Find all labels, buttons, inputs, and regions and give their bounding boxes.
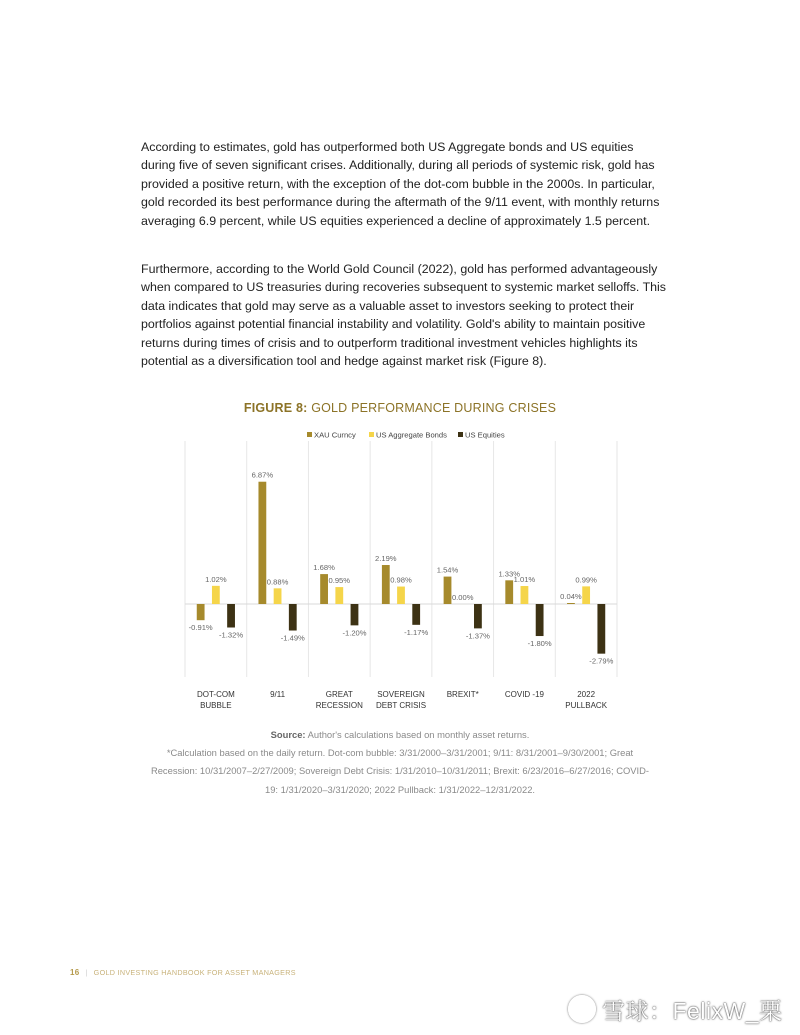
data-label-1-0: 6.87% <box>251 470 274 480</box>
data-label-3-0: 2.19% <box>375 554 397 564</box>
category-label-line: SOVEREIGN <box>377 690 425 699</box>
legend-label-2: US Equities <box>465 430 505 440</box>
bar-1-1 <box>274 588 282 604</box>
bar-1-0 <box>258 482 266 604</box>
source-label: Source: <box>270 729 306 740</box>
legend-swatch-0 <box>307 432 312 437</box>
body-paragraph-1: According to estimates, gold has outperformed both US Aggregate bonds and US equities during five of seven significant crises. Additionally, during all periods of systemic risk, gold has provided a positive return, with the exception of the dot-com bubble in the 2000s. In particular, gold recorded its best performance during the aftermath of the 9/11 event, with monthly returns averaging 6.9 percent, while US equities experienced a decline of approximately 1.5 percent. <box>141 140 660 228</box>
bar-4-0 <box>444 577 452 604</box>
bar-5-2 <box>536 604 544 636</box>
data-label-4-2: -1.37% <box>465 631 490 641</box>
category-label-5 <box>505 690 545 699</box>
page-number: 16 <box>70 968 80 977</box>
category-label-line: 2022 <box>577 690 596 699</box>
bar-2-0 <box>320 574 328 604</box>
category-label-0 <box>197 690 235 710</box>
category-label-line: PULLBACK <box>565 701 608 710</box>
category-label-line: COVID -19 <box>504 690 544 699</box>
data-label-0-0: -0.91% <box>188 623 213 633</box>
data-label-5-1: 1.01% <box>513 575 536 585</box>
data-label-1-1: 0.88% <box>266 577 289 587</box>
legend-label-1: US Aggregate Bonds <box>376 430 447 440</box>
page-footer <box>70 968 296 977</box>
data-label-4-1: 0.00% <box>451 593 474 602</box>
category-label-line: DOT-COM <box>196 690 235 699</box>
source-line <box>150 726 650 744</box>
bar-5-0 <box>505 580 513 604</box>
bar-0-2 <box>227 604 235 627</box>
footnote: *Calculation based on the daily return. Dot-com bubble: 3/31/2000–3/31/2001; 9/11: 8/31/2001–9/30/2001; Great Recession: 10/31/2007–2/27/2009; Sovereign Debt Crisis: 1/31/2010–10/31/2011; Brexit: 6/23/2016–6/27/2016; COVID-19: 1/31/2020–3/31/2020; 2022 Pullback: 1/31/2022–12/31/2022. <box>150 747 650 795</box>
category-label-4 <box>447 690 479 699</box>
bar-6-2 <box>597 604 605 654</box>
bar-3-2 <box>412 604 420 625</box>
bar-0-1 <box>212 586 220 604</box>
category-label-line: RECESSION <box>315 701 363 710</box>
data-label-6-1: 0.99% <box>575 575 597 585</box>
data-label-2-1: 0.95% <box>328 576 351 586</box>
source-text: Author's calculations based on monthly asset returns. <box>307 729 530 740</box>
running-title: GOLD INVESTING HANDBOOK FOR ASSET MANAGERS <box>93 968 296 977</box>
category-label-line: BREXIT* <box>446 690 479 699</box>
data-label-0-1: 1.02% <box>205 574 227 584</box>
data-label-6-0: 0.04% <box>560 592 582 601</box>
category-label-3 <box>376 690 426 710</box>
figure-label: FIGURE 8: <box>243 401 308 415</box>
bar-3-0 <box>382 565 390 604</box>
category-label-6 <box>565 690 607 710</box>
category-label-line: BUBBLE <box>200 701 232 710</box>
footer-separator: | <box>85 968 88 977</box>
bar-2-2 <box>351 604 359 625</box>
legend-swatch-1 <box>369 432 374 437</box>
category-label-line: DEBT CRISIS <box>375 701 427 710</box>
bar-6-0 <box>567 603 575 604</box>
data-label-5-0: 1.33% <box>498 569 521 579</box>
data-label-2-0: 1.68% <box>313 563 335 573</box>
bar-3-1 <box>397 587 405 604</box>
bar-0-0 <box>197 604 205 620</box>
figure-title-text: GOLD PERFORMANCE DURING CRISES <box>311 401 557 415</box>
watermark <box>568 993 783 1026</box>
bar-1-2 <box>289 604 297 631</box>
bar-4-2 <box>474 604 482 628</box>
data-label-6-2: -2.79% <box>589 656 614 666</box>
data-label-3-1: 0.98% <box>390 575 412 585</box>
data-label-1-2: -1.49% <box>280 633 305 643</box>
figure-notes <box>150 726 650 799</box>
body-paragraph-2: Furthermore, according to the World Gold Council (2022), gold has performed advantageously when compared to US treasuries during recoveries subsequent to systemic market selloffs. This data indicates that gold may serve as a valuable asset to investors seeking to protect their portfolios against potential financial instability and volatility. Gold's ability to maintain positive returns during times of crisis and to outperform traditional investment vehicles highlights its potential as a diversification tool and hedge against market risk (Figure 8). <box>141 262 667 369</box>
category-label-line: GREAT <box>325 690 353 699</box>
figure-title <box>0 401 800 415</box>
data-label-5-2: -1.80% <box>527 639 552 649</box>
category-label-line: 9/11 <box>270 690 286 699</box>
data-label-4-0: 1.54% <box>436 565 459 575</box>
bar-5-1 <box>521 586 529 604</box>
bar-2-1 <box>335 587 343 604</box>
watermark-text: 雪球：FelixW_栗 <box>602 998 783 1024</box>
gold-crisis-bar-chart <box>170 425 630 717</box>
category-label-1 <box>270 690 286 699</box>
legend-label-0: XAU Curncy <box>314 430 356 440</box>
bar-6-1 <box>582 586 590 604</box>
legend-swatch-2 <box>458 432 463 437</box>
snowball-logo-icon <box>568 995 596 1023</box>
category-label-2 <box>316 690 363 710</box>
data-label-2-2: -1.20% <box>342 628 367 638</box>
data-label-3-2: -1.17% <box>404 627 429 637</box>
data-label-0-2: -1.32% <box>219 630 244 640</box>
